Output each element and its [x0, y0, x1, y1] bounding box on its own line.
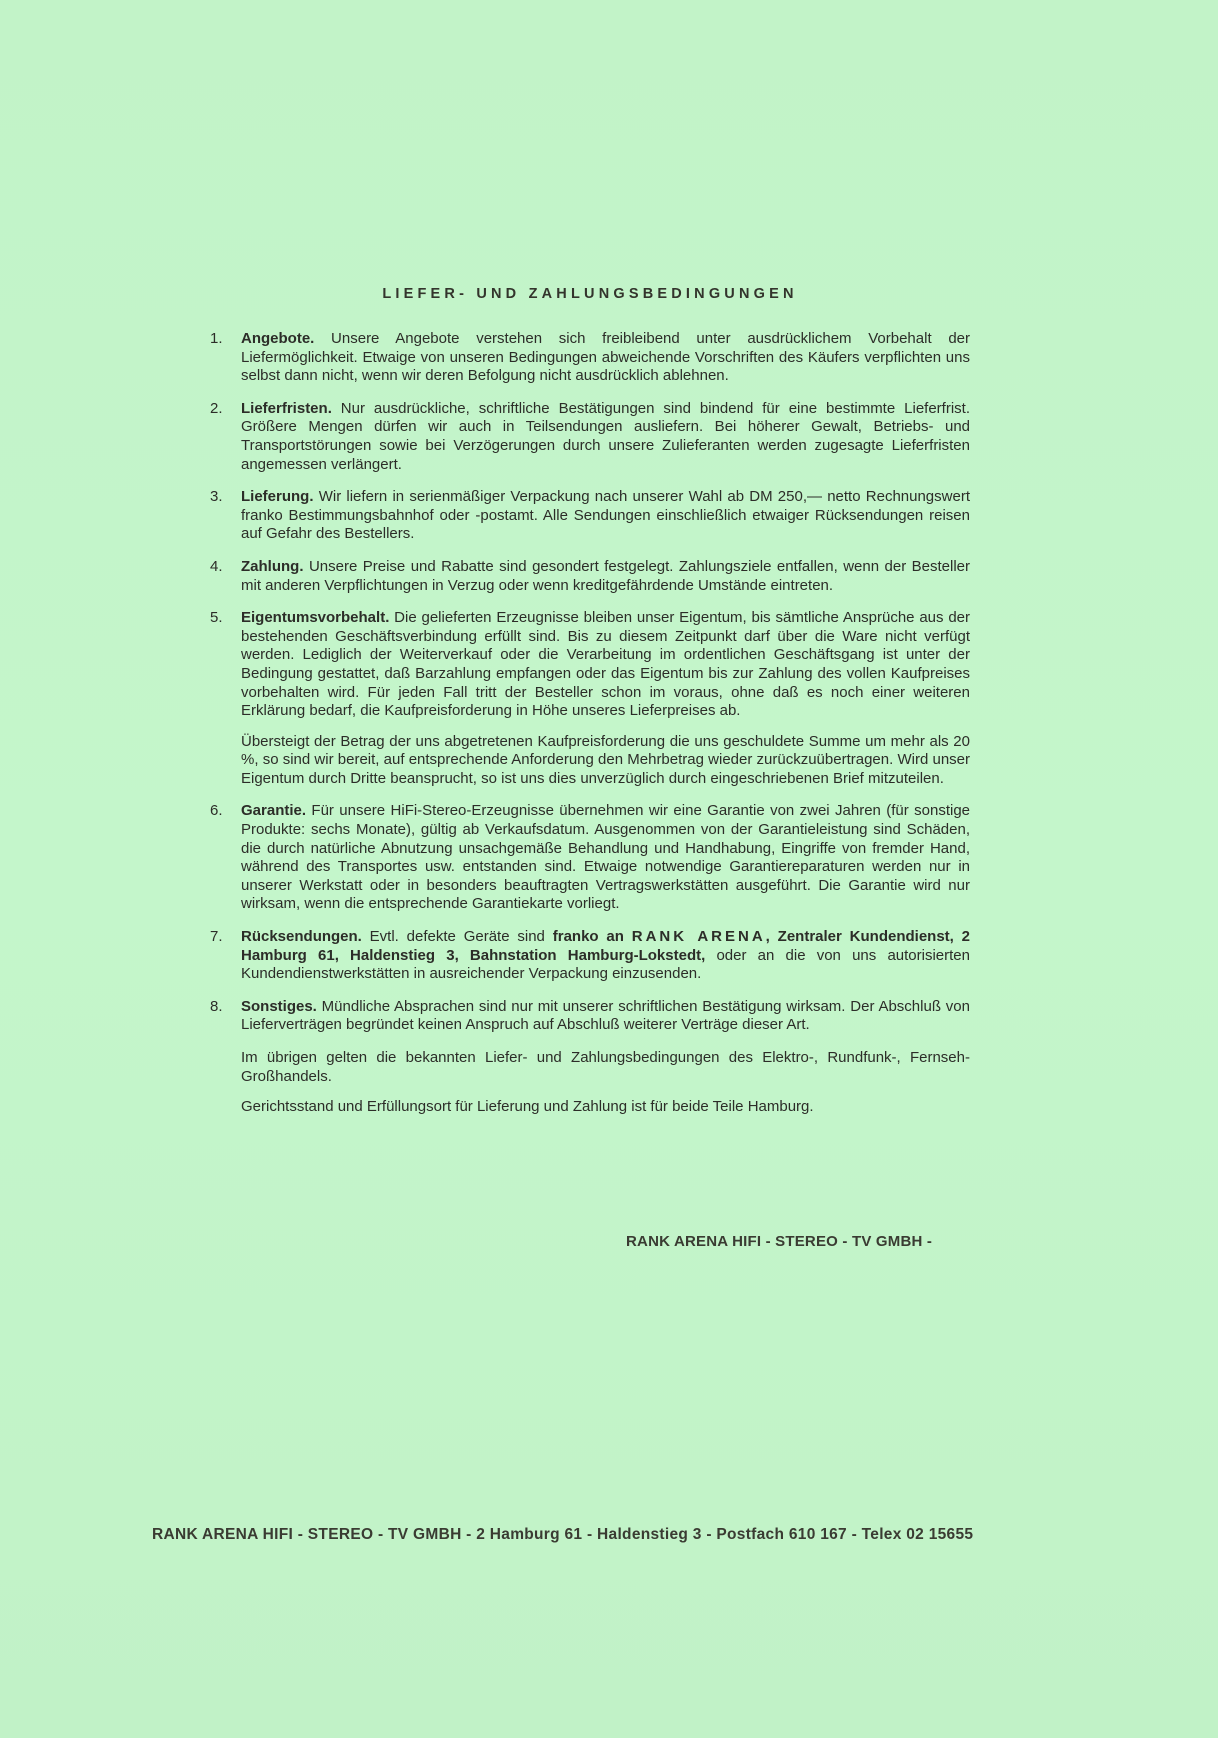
term-item — [210, 609, 970, 788]
company-signature: RANK ARENA HIFI - STEREO - TV GMBH - — [626, 1233, 933, 1250]
term-item — [210, 400, 970, 474]
closing-paragraph: Im übrigen gelten die bekannten Liefer- und Zahlungsbedingungen des Elektro-, Rundfunk-, Fernseh-Großhandels. — [241, 1049, 970, 1085]
term-item — [210, 998, 970, 1035]
term-text: Nur ausdrückliche, schriftliche Bestätigungen sind bindend für eine bestimmte Lieferfrist. Größere Mengen dürfen wir auch in Teilsendungen ausliefern. Bei höherer Gewalt, Betriebs- und Transportstörungen sowie bei Verzögerungen durch unsere Zulieferanten werden zugesagte Lieferfristen angemessen verlängert. — [241, 399, 970, 473]
term-item — [210, 558, 970, 595]
term-number: 3. — [210, 488, 223, 506]
term-number: 4. — [210, 557, 223, 575]
term-heading: Eigentumsvorbehalt. — [241, 609, 390, 627]
term-heading: Lieferung. — [241, 488, 314, 506]
term-body — [241, 330, 970, 386]
term-body — [241, 998, 970, 1035]
terms-list — [210, 330, 970, 1129]
term-text: Unsere Preise und Rabatte sind gesondert festgelegt. Zahlungsziele entfallen, wenn der Besteller mit anderen Verpflichtungen in Verzug oder wenn kreditgefährdende Umstände eintreten. — [241, 557, 970, 594]
term-heading: Lieferfristen. — [241, 399, 332, 417]
term-number: 2. — [210, 399, 223, 417]
term-text: oder an die von uns autorisierten Kundendienstwerkstätten in ausreichender Verpackung einzusenden. — [241, 946, 970, 983]
term-heading: Angebote. — [241, 330, 315, 347]
term-text: Für unsere HiFi-Stereo-Erzeugnisse übernehmen wir eine Garantie von zwei Jahren (für sonstige Produkte: sechs Monate), gültig ab Verkaufsdatum. Ausgenommen von der Garantieleistung sind Schäden, die durch natürliche Abnutzung unsachgemäße Behandlung und Handhabung, Eingriffe von fremder Hand, während des Transportes usw. entstanden sind. Etwaige notwendige Garantiereparaturen werden nur in unserer Werkstatt oder in besonders beauftragten Vertragswerkstätten ausgeführt. Die Garantie wird nur wirksam, wenn die entsprechende Garantiekarte vorliegt. — [241, 802, 970, 913]
term-bold-text: franko an — [552, 928, 624, 946]
term-heading: Garantie. — [241, 802, 307, 820]
term-heading: Zahlung. — [241, 557, 304, 575]
term-number: 6. — [210, 802, 223, 820]
term-text: Unsere Angebote verstehen sich freibleibend unter ausdrücklichem Vorbehalt der Liefermöglichkeit. Etwaige von unseren Bedingungen abweichende Vorschriften des Käufers verpflichten uns selbst dann nicht, wenn wir deren Befolgung nicht ausdrücklich ablehnen. — [241, 330, 970, 385]
term-number: 1. — [210, 330, 223, 347]
term-body — [241, 488, 970, 544]
company-name-spaced: RANK ARENA — [631, 928, 766, 946]
service-address: , Zentraler Kundendienst, 2 Hamburg 61, Haldenstieg 3, Bahnstation Hamburg-Lokstedt, — [241, 928, 971, 964]
term-item — [210, 802, 970, 914]
term-body — [241, 609, 970, 788]
term-text: Mündliche Absprachen sind nur mit unserer schriftlichen Bestätigung wirksam. Der Abschluß von Lieferverträgen begründet keinen Anspruch auf Abschluß weiterer Verträge dieser Art. — [241, 997, 970, 1034]
term-text: Die gelieferten Erzeugnisse bleiben unser Eigentum, bis sämtliche Ansprüche aus der bestehenden Geschäftsverbindung erfüllt sind. Bis zu diesem Zeitpunkt darf über die Ware nicht verfügt werden. Lediglich der Weiterverkauf oder die Verarbeitung im ordentlichen Geschäftsgang ist unter der Bedingung gestattet, daß Barzahlung empfangen oder das Eigentum bis zur Zahlung des vollen Kaufpreises vorbehalten wird. Für jeden Fall tritt der Besteller schon im voraus, ohne daß es noch einer weiteren Erklärung bedarf, die Kaufpreisforderung in Höhe unseres Lieferpreises ab. — [241, 609, 970, 720]
term-item — [210, 488, 970, 544]
closing-paragraph: Gerichtsstand und Erfüllungsort für Lieferung und Zahlung ist für beide Teile Hamburg. — [241, 1098, 814, 1116]
term-item — [210, 928, 970, 984]
term-body — [241, 400, 970, 474]
term-number: 8. — [210, 997, 223, 1015]
term-text: Evtl. defekte Geräte sind — [361, 928, 553, 946]
footer-address: RANK ARENA HIFI - STEREO - TV GMBH - 2 Hamburg 61 - Haldenstieg 3 - Postfach 610 167 - Telex 02 15655 — [152, 1526, 974, 1543]
term-body — [241, 928, 970, 984]
term-item — [210, 330, 970, 386]
term-number: 5. — [210, 609, 223, 627]
term-text: Wir liefern in serienmäßiger Verpackung nach unserer Wahl ab DM 250,— netto Rechnungswert franko Bestimmungsbahnhof oder -postamt. Alle Sendungen einschließlich etwaiger Rücksendungen reisen auf Gefahr des Bestellers. — [241, 488, 970, 543]
term-number: 7. — [210, 928, 223, 946]
page-title: LIEFER- UND ZAHLUNGSBEDINGUNGEN — [382, 286, 798, 302]
term-body — [241, 802, 970, 914]
term-heading: Sonstiges. — [241, 997, 317, 1015]
term-heading: Rücksendungen. — [241, 928, 362, 946]
term-text-continued: Übersteigt der Betrag der uns abgetretenen Kaufpreisforderung die uns geschuldete Summe um mehr als 20 %, so sind wir bereit, auf entsprechende Anforderung den Mehrbetrag wieder zurückzuübertragen. Wird unser Eigentum durch Dritte beansprucht, so ist uns dies unverzüglich durch eingeschriebenen Brief mitzuteilen. — [241, 732, 970, 787]
term-body — [241, 558, 970, 595]
